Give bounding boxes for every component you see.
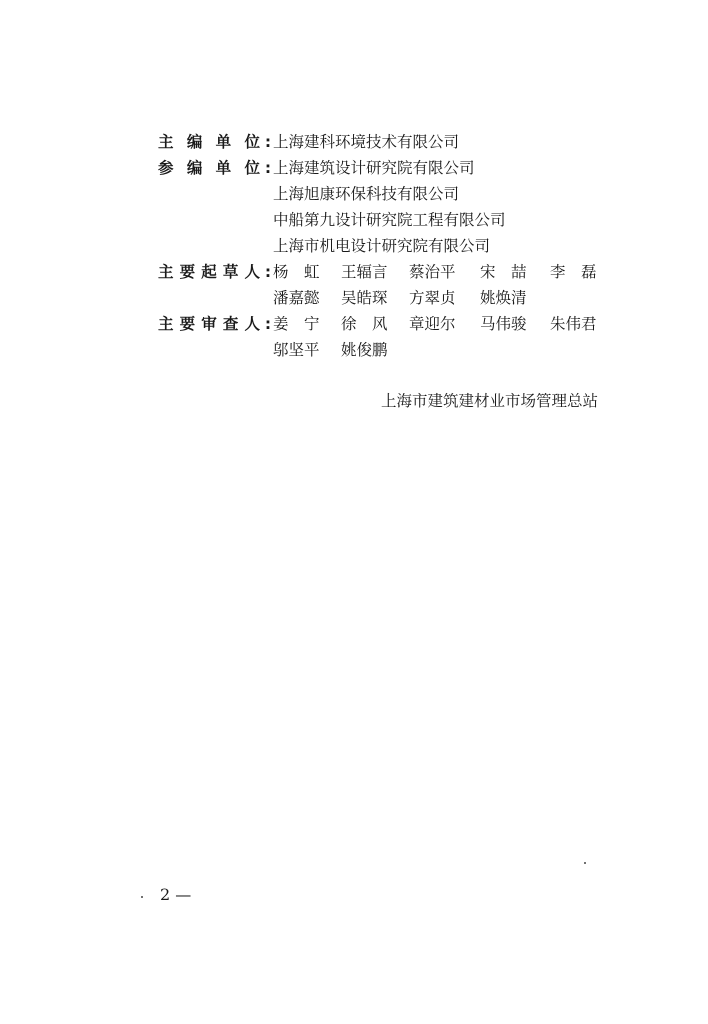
label-char: 编	[186, 159, 203, 177]
reviewer-name: 徐 风	[341, 315, 388, 333]
label-colon: :	[264, 263, 272, 281]
scan-speck	[584, 862, 586, 864]
chief-editor-org: 上海建科环境技术有限公司	[273, 133, 460, 151]
label-char: 单	[215, 133, 232, 151]
drafter-name: 潘嘉懿	[273, 289, 320, 307]
drafter-name: 李 磊	[550, 263, 597, 281]
reviewer-name: 邬坚平	[273, 341, 320, 359]
label-colon: :	[264, 133, 272, 151]
reviewer-name: 姚俊鹏	[341, 341, 388, 359]
label-char: 审	[201, 315, 217, 333]
co-editor-label	[158, 157, 270, 179]
label-char: 主	[158, 133, 174, 151]
label-char: 编	[186, 133, 203, 151]
label-char: 位	[244, 159, 260, 177]
co-editor-org: 上海建筑设计研究院有限公司	[273, 159, 475, 177]
main-reviewers-label	[158, 313, 270, 335]
label-char: 查	[222, 315, 239, 333]
label-char: 单	[215, 159, 232, 177]
label-char: 人	[244, 315, 260, 333]
label-char: 主	[158, 263, 174, 281]
co-editor-org: 上海市机电设计研究院有限公司	[273, 237, 491, 255]
label-char: 位	[244, 133, 260, 151]
drafter-name: 姚焕清	[480, 289, 527, 307]
reviewer-name: 姜 宁	[273, 315, 320, 333]
drafter-name: 杨 虹	[273, 263, 320, 281]
drafter-name: 蔡治平	[409, 263, 456, 281]
reviewer-name: 朱伟君	[550, 315, 597, 333]
label-colon: :	[264, 315, 272, 333]
label-char: 要	[179, 315, 196, 333]
label-char: 要	[179, 263, 196, 281]
reviewer-name: 马伟骏	[480, 315, 527, 333]
scan-speck	[141, 896, 143, 898]
label-char: 起	[201, 263, 217, 281]
label-char: 人	[244, 263, 260, 281]
label-char: 草	[222, 263, 239, 281]
co-editor-org: 中船第九设计研究院工程有限公司	[273, 211, 506, 229]
chief-editor-label	[158, 131, 270, 153]
co-editor-org: 上海旭康环保科技有限公司	[273, 185, 460, 203]
drafter-name: 方翠贞	[409, 289, 456, 307]
drafter-name: 宋 喆	[480, 263, 527, 281]
publisher-name: 上海市建筑建材业市场管理总站	[380, 392, 598, 410]
label-char: 参	[158, 159, 174, 177]
drafter-name: 王辐言	[341, 263, 388, 281]
page-number: 2 —	[160, 885, 192, 904]
label-colon: :	[264, 159, 272, 177]
main-drafters-label	[158, 261, 270, 283]
label-char: 主	[158, 315, 174, 333]
drafter-name: 吴皓琛	[341, 289, 388, 307]
reviewer-name: 章迎尔	[409, 315, 456, 333]
